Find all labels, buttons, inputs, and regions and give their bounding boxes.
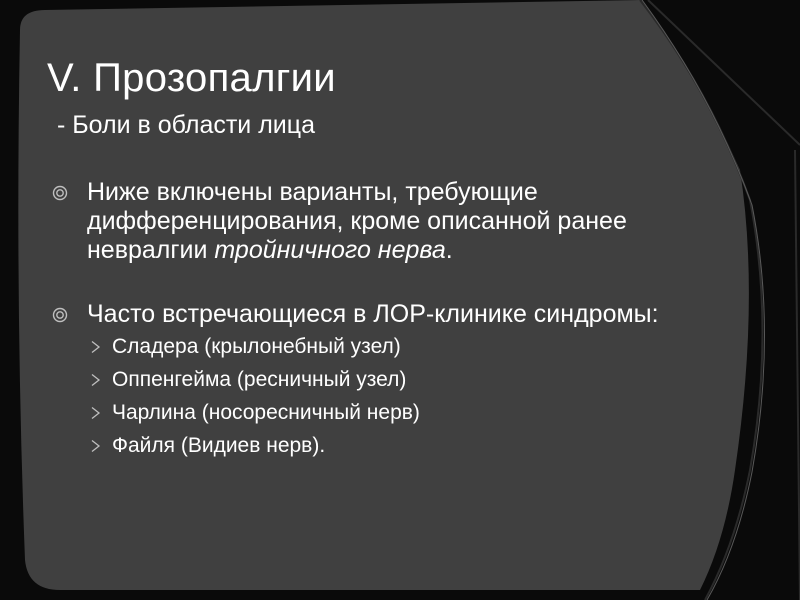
chevron-right-icon xyxy=(89,373,103,387)
sub-item-label: Оппенгейма (ресничный узел) xyxy=(112,368,407,391)
sub-item-2 xyxy=(87,367,692,392)
bullet-text-italic: тройничного нерва xyxy=(214,236,446,264)
sub-item-1 xyxy=(87,334,692,359)
sub-item-3 xyxy=(87,400,692,425)
sub-item-4 xyxy=(87,433,692,458)
sub-item-label: Чарлина (носоресничный нерв) xyxy=(112,401,420,424)
bullet-item-2 xyxy=(52,300,692,458)
bullet-text: Часто встречающиеся в ЛОР-клинике синдромы: xyxy=(87,300,659,328)
chevron-right-icon xyxy=(89,439,103,453)
bullet-item-1 xyxy=(52,178,692,265)
bullet-text-main: Ниже включены варианты, требующие дифференцирования, кроме описанной ранее невралгии xyxy=(87,178,627,264)
chevron-right-icon xyxy=(89,406,103,420)
sub-item-label: Сладера (крылонебный узел) xyxy=(112,335,401,358)
target-circle-icon xyxy=(52,307,68,323)
target-circle-icon xyxy=(52,185,68,201)
chevron-right-icon xyxy=(89,340,103,354)
bullet-list xyxy=(52,178,692,466)
sub-bullet-list xyxy=(87,334,692,458)
bullet-text-end: . xyxy=(445,236,453,264)
slide-subtitle: - Боли в области лица xyxy=(57,111,315,139)
sub-item-label: Файля (Видиев нерв). xyxy=(112,434,326,457)
slide-title: V. Прозопалгии xyxy=(47,56,336,100)
